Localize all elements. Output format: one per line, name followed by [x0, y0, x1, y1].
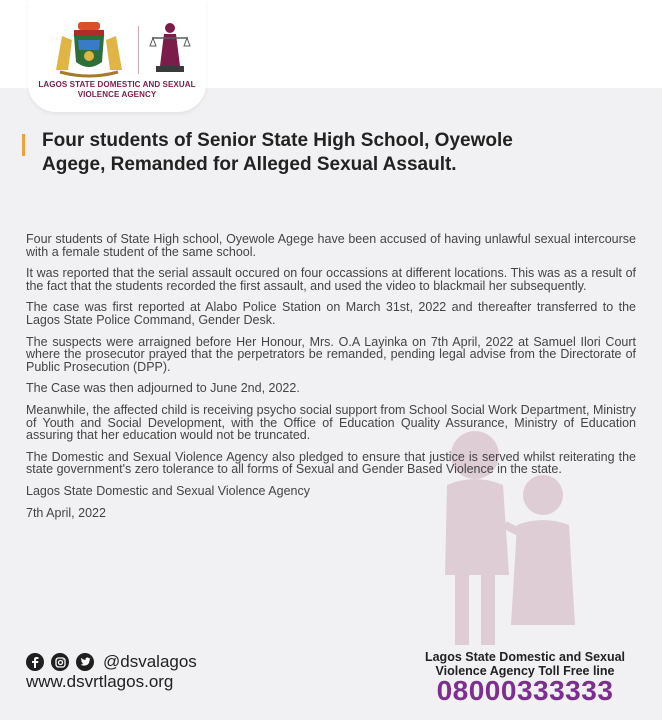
article-body: [26, 233, 636, 528]
twitter-icon[interactable]: [76, 653, 94, 671]
social-handle[interactable]: @dsvalagos: [103, 652, 197, 671]
lagos-state-crest-icon: [50, 18, 128, 78]
date: 7th April, 2022: [26, 505, 106, 520]
paragraph: The Domestic and Sexual Violence Agency also pledged to ensure that justice is served whilst reiterating the state government's zero tolerance to all forms of Sexual and Gender Based Violence in the state.: [26, 449, 636, 477]
paragraph: The case was first reported at Alabo Police Station on March 31st, 2022 and thereafter transferred to the Lagos State Police Command, Gender Desk.: [26, 300, 636, 327]
social-links: [26, 652, 197, 672]
signature: Lagos State Domestic and Sexual Violence Agency: [26, 483, 310, 498]
tollfree-label: Lagos State Domestic and Sexual Violence Agency Toll Free line: [424, 650, 626, 678]
website-link[interactable]: www.dsvrtlagos.org: [26, 672, 174, 691]
paragraph: Meanwhile, the affected child is receiving psycho social support from School Social Work Department, Ministry of Youth and Social Development, with the Office of Education Quality Assurance, Ministry of Education assuring that her education would not be truncated.: [26, 402, 636, 443]
headline: Four students of Senior State High School, Oyewole Agege, Remanded for Alleged Sexual Assault.: [42, 130, 513, 175]
title-accent-bar: [22, 134, 25, 156]
paragraph: The suspects were arraigned before Her Honour, Mrs. O.A Layinka on 7th April, 2022 at Samuel Ilori Court where the prosecutor prayed that the perpetrators be remanded, pending legal advise from the Directorate of Public Prosecution (DPP).: [26, 334, 636, 374]
lady-justice-icon: [146, 18, 194, 78]
instagram-icon[interactable]: [51, 653, 69, 671]
agency-name: LAGOS STATE DOMESTIC AND SEXUAL VIOLENCE AGENCY: [38, 80, 196, 99]
paragraph: It was reported that the serial assault occured on four occassions at different locations. This was as a result of the fact that the students recorded the first assault, and used the video to blackmail her subsequently.: [26, 266, 636, 293]
logo-card: [28, 0, 206, 112]
paragraph: Four students of State High school, Oyewole Agege have been accused of having unlawful sexual intercourse with a female student of the same school.: [26, 232, 636, 259]
tollfree-phone-number[interactable]: 08000333333: [436, 675, 614, 706]
paragraph: The Case was then adjourned to June 2nd, 2022.: [26, 381, 300, 396]
logo-divider: [138, 26, 139, 74]
facebook-icon[interactable]: [26, 653, 44, 671]
